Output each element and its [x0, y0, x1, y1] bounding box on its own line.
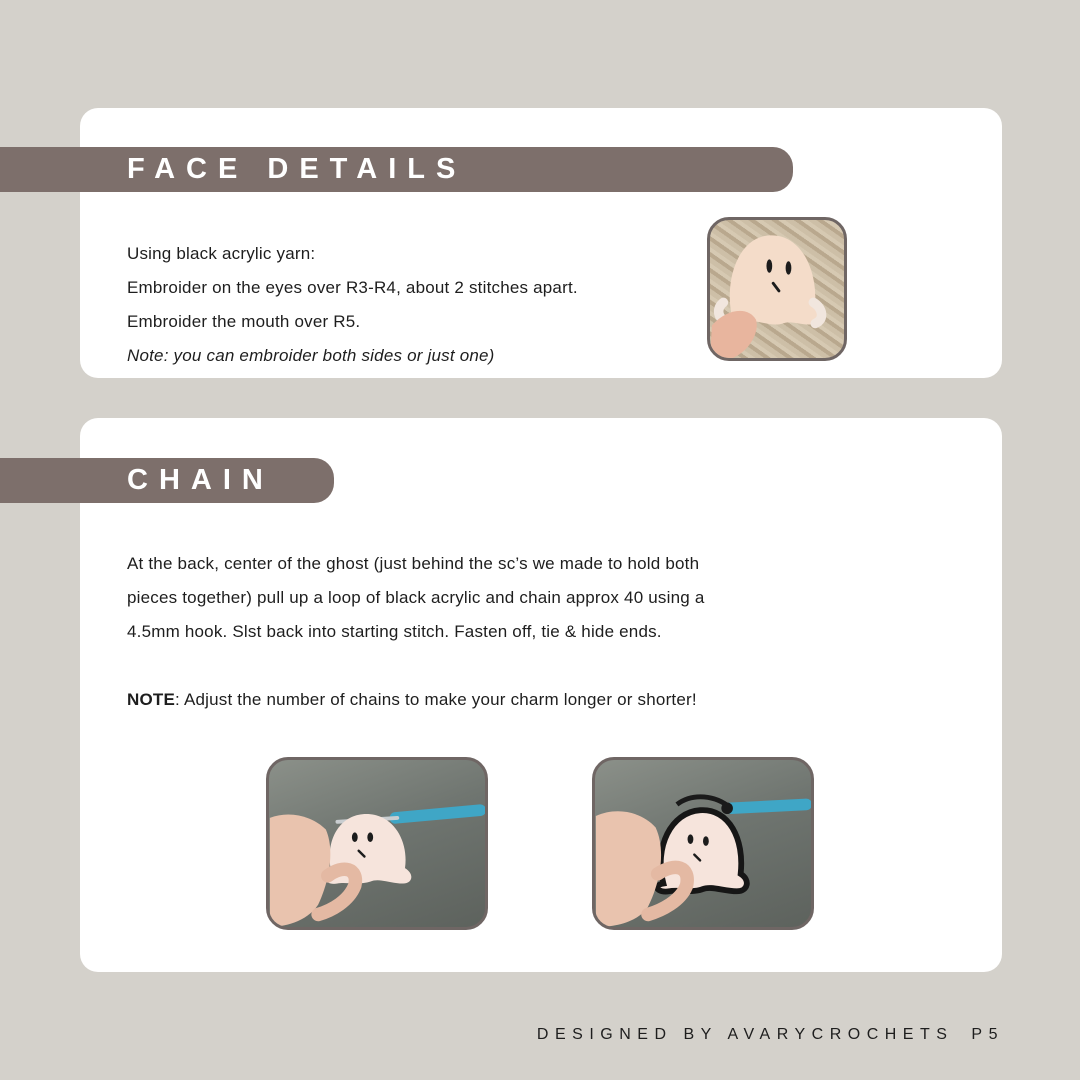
- face-details-line-2: Embroider on the eyes over R3-R4, about 2 stitches apart.: [127, 278, 578, 297]
- chain-heading: CHAIN: [0, 458, 334, 503]
- page-number: P5: [971, 1026, 1004, 1043]
- ghost-face-photo: [707, 217, 847, 361]
- chain-note: [127, 689, 697, 711]
- chain-step-photo-1: [266, 757, 488, 930]
- face-details-line-1: Using black acrylic yarn:: [127, 244, 316, 263]
- face-details-note: Note: you can embroider both sides or just one): [127, 346, 495, 365]
- face-details-line-3: Embroider the mouth over R5.: [127, 312, 361, 331]
- chain-paragraph-line-3: 4.5mm hook. Slst back into starting stitch. Fasten off, tie & hide ends.: [127, 622, 662, 641]
- chain-step-photo-2: [592, 757, 814, 930]
- designer-credit: DESIGNED BY AVARYCROCHETS: [536, 1026, 954, 1043]
- chain-paragraph-line-1: At the back, center of the ghost (just behind the sc’s we made to hold both: [127, 554, 700, 573]
- footer: [537, 1026, 1004, 1044]
- ghost-hook-illustration-2: [595, 760, 811, 927]
- chain-note-text: : Adjust the number of chains to make your charm longer or shorter!: [175, 690, 697, 709]
- ghost-face-illustration: [710, 220, 844, 358]
- chain-paragraph-line-2: pieces together) pull up a loop of black acrylic and chain approx 40 using a: [127, 588, 705, 607]
- ghost-hook-illustration-1: [269, 760, 485, 927]
- chain-note-label: NOTE: [127, 690, 176, 709]
- face-details-heading: FACE DETAILS: [0, 147, 793, 192]
